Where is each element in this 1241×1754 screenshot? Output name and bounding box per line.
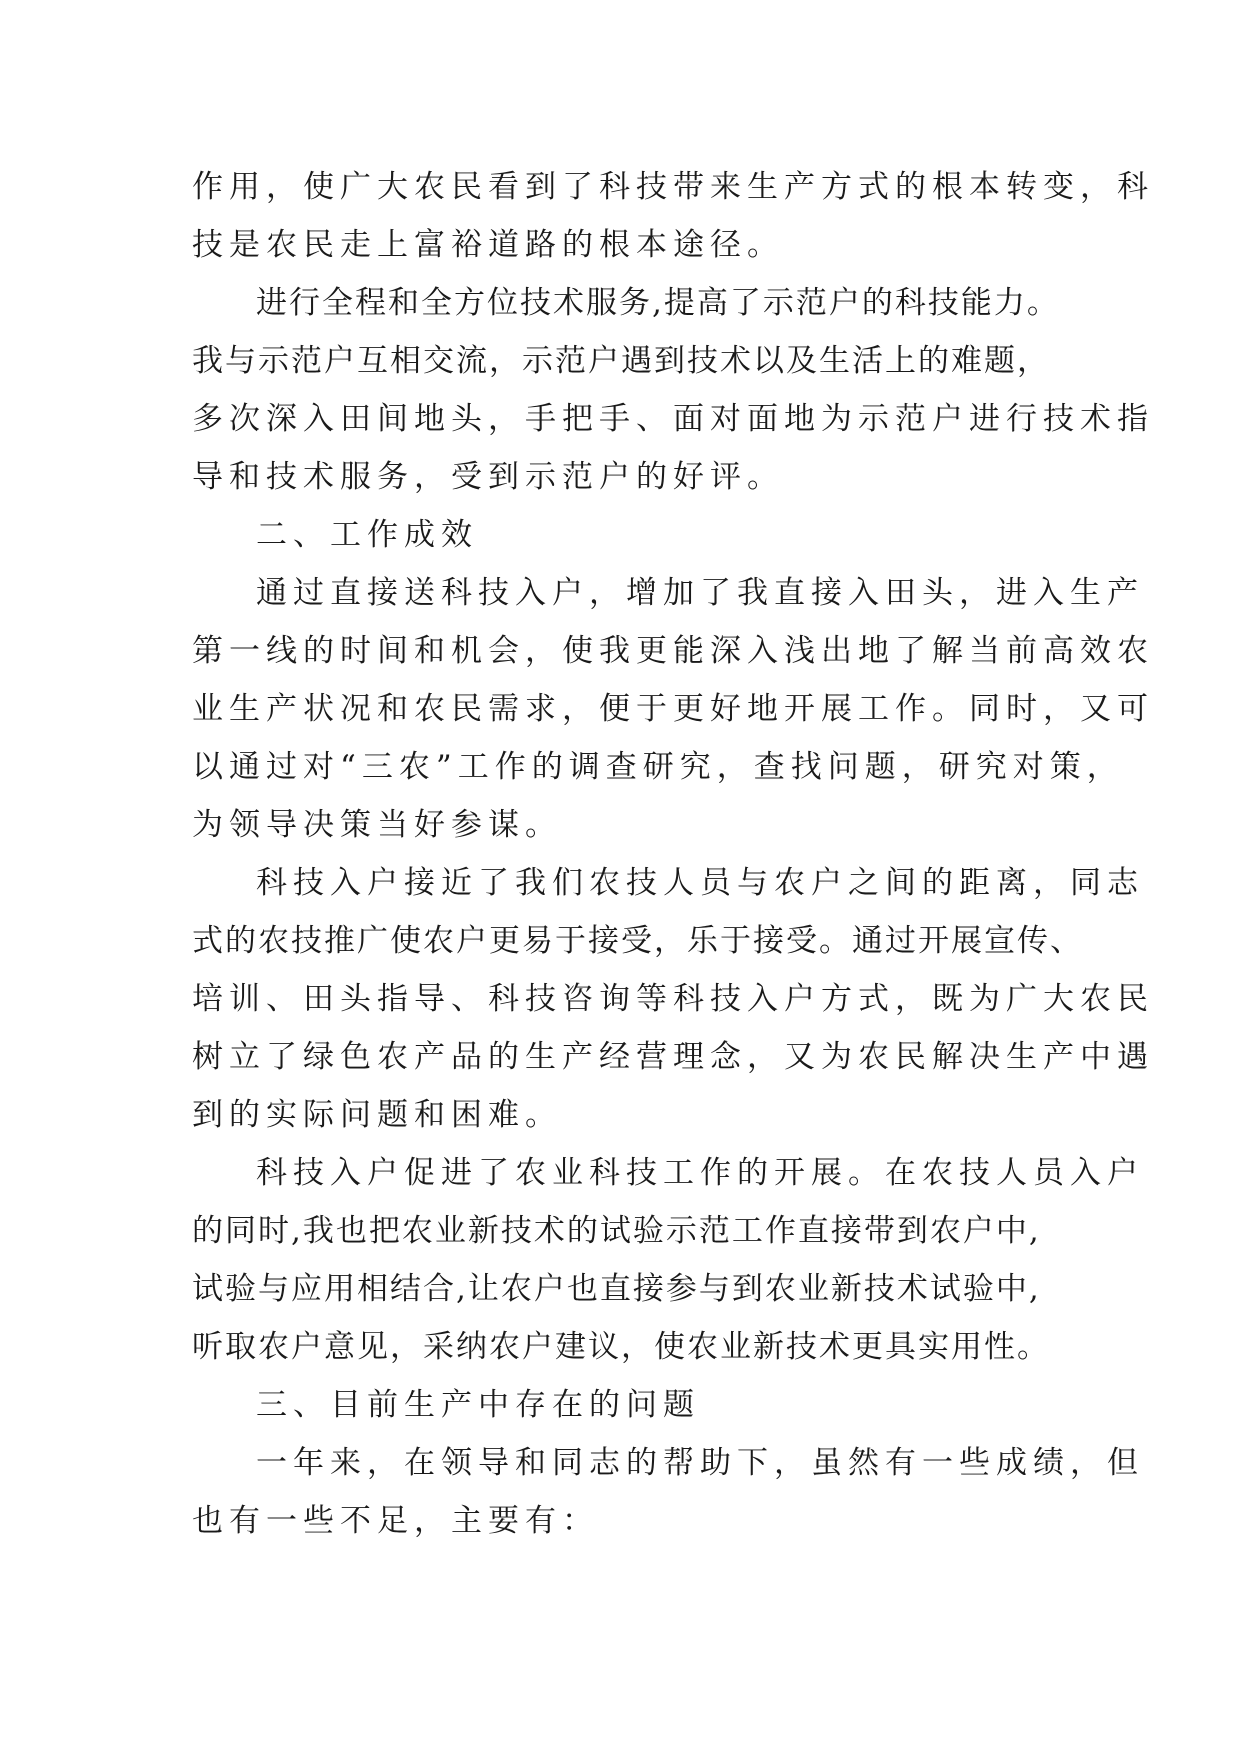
paragraph-line: 通过直接送科技入户，增加了我直接入田头，进入生产 bbox=[256, 575, 1144, 611]
paragraph-line: 到的实际问题和困难。 bbox=[192, 1097, 562, 1133]
paragraph-line: 导和技术服务，受到示范户的好评。 bbox=[192, 459, 784, 495]
paragraph-line: 试验与应用相结合,让农户也直接参与到农业新技术试验中, bbox=[192, 1271, 1041, 1307]
paragraph-line: 技是农民走上富裕道路的根本途径。 bbox=[192, 227, 784, 263]
section-heading: 三、目前生产中存在的问题 bbox=[256, 1387, 700, 1423]
document-body bbox=[192, 158, 1154, 1550]
paragraph-line: 以通过对“三农”工作的调查研究，查找问题，研究对策， bbox=[192, 749, 1124, 785]
paragraph-line: 树立了绿色农产品的生产经营理念，又为农民解决生产中遇 bbox=[192, 1039, 1154, 1075]
section-heading: 二、工作成效 bbox=[256, 517, 478, 553]
paragraph-line: 多次深入田间地头，手把手、面对面地为示范户进行技术指 bbox=[192, 401, 1154, 437]
paragraph-line: 听取农户意见，采纳农户建议，使农业新技术更具实用性。 bbox=[192, 1329, 1050, 1365]
paragraph-line: 为领导决策当好参谋。 bbox=[192, 807, 562, 843]
paragraph-line: 第一线的时间和机会，使我更能深入浅出地了解当前高效农 bbox=[192, 633, 1154, 669]
paragraph-line: 式的农技推广使农户更易于接受，乐于接受。通过开展宣传、 bbox=[192, 923, 1083, 959]
paragraph-line: 的同时,我也把农业新技术的试验示范工作直接带到农户中, bbox=[192, 1213, 1041, 1249]
paragraph-line: 业生产状况和农民需求，便于更好地开展工作。同时，又可 bbox=[192, 691, 1154, 727]
paragraph-line: 一年来，在领导和同志的帮助下，虽然有一些成绩，但 bbox=[256, 1445, 1144, 1481]
paragraph-line: 科技入户接近了我们农技人员与农户之间的距离，同志 bbox=[256, 865, 1144, 901]
paragraph-line: 科技入户促进了农业科技工作的开展。在农技人员入户 bbox=[256, 1155, 1144, 1191]
paragraph-line: 作用，使广大农民看到了科技带来生产方式的根本转变，科 bbox=[192, 169, 1154, 205]
paragraph-line: 我与示范户互相交流，示范户遇到技术以及生活上的难题， bbox=[192, 343, 1050, 379]
paragraph-line: 也有一些不足，主要有： bbox=[192, 1503, 599, 1539]
paragraph-line: 进行全程和全方位技术服务,提高了示范户的科技能力。 bbox=[256, 285, 1060, 321]
paragraph-line: 培训、田头指导、科技咨询等科技入户方式，既为广大农民 bbox=[192, 981, 1154, 1017]
